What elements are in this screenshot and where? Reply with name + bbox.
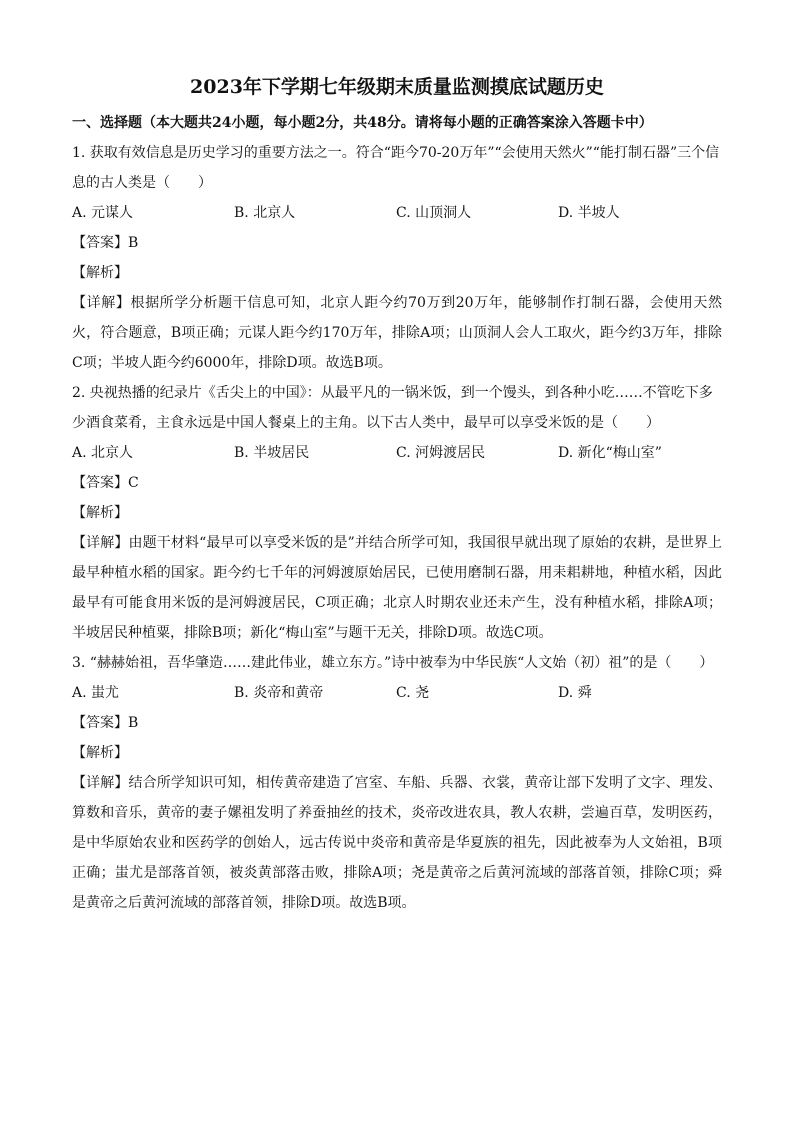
detail-text: 【详解】由题干材料“最早可以享受米饭的是”并结合所学可知，我国很早就出现了原始的农耕，是世界上最早种植水稻的国家。距今约七千年的河姆渡原始居民，已使用磨制石器，用耒耜耕地，种植水稻，因此最早有可能食用米饭的是河姆渡居民，C项正确；北京人时期农业还未产生，没有种植水稻，排除A项；半坡居民种植粟，排除B项；新化“梅山室”与题干无关，排除D项。故选C项。 (72, 535, 722, 641)
option-a: A. 元谋人 (72, 205, 134, 221)
question-3 (72, 648, 722, 918)
option-d: D. 新化“梅山室” (558, 445, 662, 461)
analysis-label: 【解析】 (72, 505, 128, 521)
analysis-label: 【解析】 (72, 265, 128, 281)
question-stem: 2. 央视热播的纪录片《舌尖上的中国》：从最平凡的一锅米饭，到一个馒头，到各种小吃……不管吃下多少酒食菜肴，主食永远是中国人餐桌上的主角。以下古人类中，最早可以享受米饭的是（ ） (72, 385, 713, 431)
question-1 (72, 138, 722, 378)
option-c: C. 河姆渡居民 (396, 445, 486, 461)
question-stem: 3. “赫赫始祖，吾华肇造……建此伟业，雄立东方。”诗中被奉为中华民族“人文始（初）祖”的是（ ） (72, 655, 714, 671)
question-options (72, 198, 722, 228)
exam-title: 2023年下学期七年级期末质量监测摸底试题历史 (190, 76, 604, 98)
question-options (72, 438, 722, 468)
option-b: B. 炎帝和黄帝 (234, 685, 324, 701)
option-c: C. 山顶洞人 (396, 205, 472, 221)
answer-label: 【答案】C (72, 475, 139, 491)
option-b: B. 北京人 (234, 205, 296, 221)
answer-label: 【答案】B (72, 715, 139, 731)
option-c: C. 尧 (396, 685, 430, 701)
option-a: A. 蚩尤 (72, 685, 120, 701)
detail-text: 【详解】结合所学知识可知，相传黄帝建造了宫室、车船、兵器、衣裳，黄帝让部下发明了文字、理发、算数和音乐，黄帝的妻子嫘祖发明了养蚕抽丝的技术，炎帝改进农具，教人农耕，尝遍百草，发明医药，是中华原始农业和医药学的创始人，远古传说中炎帝和黄帝是华夏族的祖先，因此被奉为人文始祖，B项正确；蚩尤是部落首领，被炎黄部落击败，排除A项；尧是黄帝之后黄河流域的部落首领，排除C项；舜是黄帝之后黄河流域的部落首领，排除D项。故选B项。 (72, 775, 722, 911)
exam-page (72, 60, 722, 918)
question-2 (72, 378, 722, 648)
answer-label: 【答案】B (72, 235, 139, 251)
option-a: A. 北京人 (72, 445, 134, 461)
question-options (72, 678, 722, 708)
option-d: D. 舜 (558, 685, 592, 701)
detail-text: 【详解】根据所学分析题干信息可知，北京人距今约70万到20万年，能够制作打制石器，会使用天然火，符合题意，B项正确；元谋人距今约170万年，排除A项；山顶洞人会人工取火，距今约3万年，排除C项；半坡人距今约6000年，排除D项。故选B项。 (72, 295, 722, 371)
section-heading: 一、选择题（本大题共24小题，每小题2分，共48分。请将每小题的正确答案涂入答题卡中） (72, 115, 653, 131)
question-stem: 1. 获取有效信息是历史学习的重要方法之一。符合“距今70-20万年”“会使用天然火”“能打制石器”三个信息的古人类是（ ） (72, 145, 720, 191)
option-b: B. 半坡居民 (234, 445, 310, 461)
option-d: D. 半坡人 (558, 205, 620, 221)
analysis-label: 【解析】 (72, 745, 128, 761)
